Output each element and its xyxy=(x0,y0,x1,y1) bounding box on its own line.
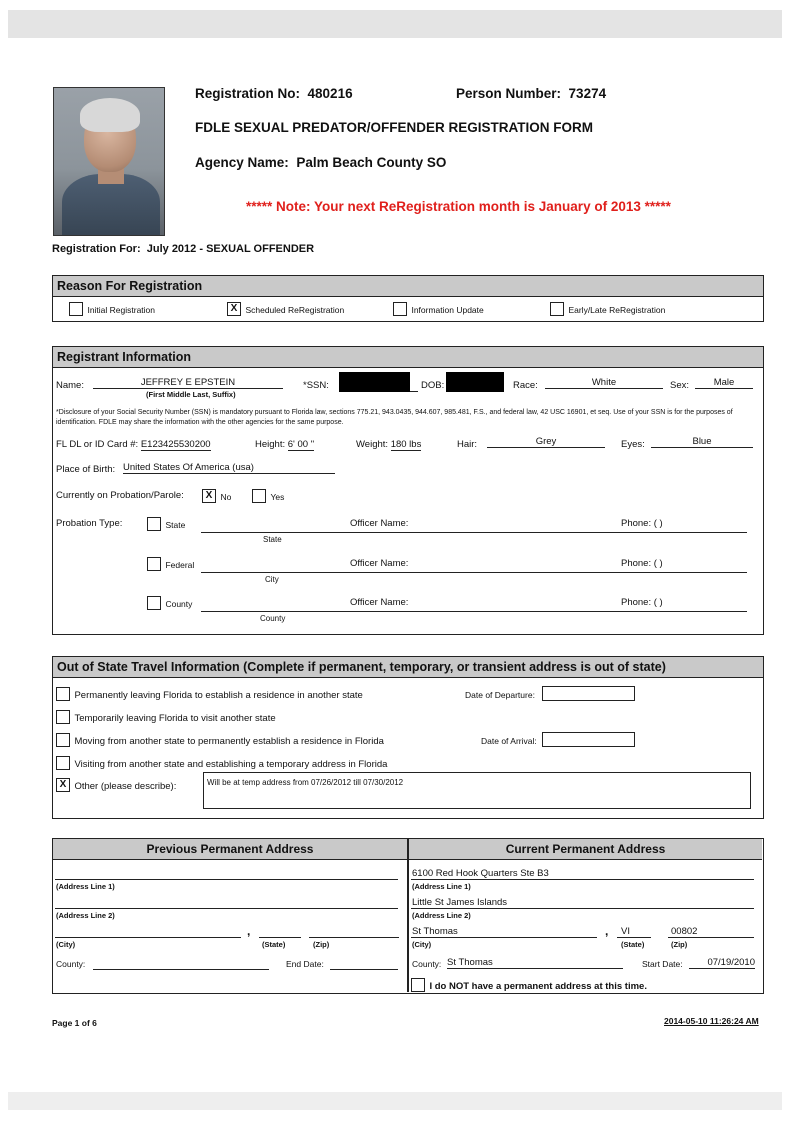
height-value: 6' 00 " xyxy=(287,439,315,450)
reason-option[interactable]: Initial Registration xyxy=(69,300,155,318)
registration-no: Registration No: 480216 xyxy=(195,86,353,101)
prev-address-title: Previous Permanent Address xyxy=(53,839,407,860)
form-title: FDLE SEXUAL PREDATOR/OFFENDER REGISTRATION FORM xyxy=(195,120,594,135)
curr-address-title: Current Permanent Address xyxy=(409,839,762,860)
name-value: JEFFREY E EPSTEIN xyxy=(93,377,283,389)
travel-option[interactable]: Visiting from another state and establishing a temporary address in Florida xyxy=(56,754,387,772)
reason-title: Reason For Registration xyxy=(53,276,763,297)
probation-yes[interactable]: Yes xyxy=(252,487,284,505)
travel-option[interactable]: Moving from another state to permanently establish a residence in Florida xyxy=(56,731,384,749)
hair-value: Grey xyxy=(487,436,605,448)
curr-zip: 00802 xyxy=(671,926,698,937)
probation-type-state[interactable]: State xyxy=(147,515,185,533)
travel-option-other[interactable]: X Other (please describe): xyxy=(56,776,176,794)
probation-type-county[interactable]: County xyxy=(147,594,192,612)
ssn-disclosure: *Disclosure of your Social Security Number (SSN) is mandatory pursuant to Florida law, sections 775.21, 943.0435, 944.607, 985.481, F.S., and federal law, 42 USC 16901, et seq. Use of your SSN is for the purposes of identification. FDLE may share the information with the other agencies for the same purpose. xyxy=(56,409,733,426)
other-description-field[interactable]: Will be at temp address from 07/26/2012 till 07/30/2012 xyxy=(203,772,751,809)
no-permanent-address[interactable]: I do NOT have a permanent address at this time. xyxy=(411,976,647,994)
weight-value: 180 lbs xyxy=(390,439,422,450)
travel-title: Out of State Travel Information (Complete if permanent, temporary, or transient address is out of state) xyxy=(53,657,763,678)
travel-section: Out of State Travel Information (Complete if permanent, temporary, or transient address is out of state) Permanently leaving Florida to establish a residence in another state Temporarily leaving Florida to visit another state Moving from another state to permanently establish a residence in Florida Visiting from another state and establishing a temporary address in Florida X Other (please describe): Date of Departure: Date of Arrival: Will be at temp address from 07/26/2012 till 07/30/2012 xyxy=(52,656,764,819)
agency-name: Agency Name: Palm Beach County SO xyxy=(195,155,447,170)
start-date: 07/19/2010 xyxy=(689,957,755,969)
registrant-section: Registrant Information Name: JEFFREY E EPSTEIN (First Middle Last, Suffix) *SSN: DOB: Race: White Sex: Male *Disclosure of your Social Security Number (SSN) is mandatory pursuant to Florida law, sections 775.21, 943.0435, 944.607, 985.481, F.S., and federal law, 42 USC 16901, et seq. Use of your SSN is for the purposes of identification. FDLE may share the information with the other agencies for the same purpose. FL DL or ID Card #: E123425530200 Height: 6' 00 " Weight: 180 lbs Hair: Grey Eyes: Blue Place of Birth: United States Of America (usa) Currently on Probation/Parole: X No Yes Probation Type: State State Officer Name: Phone: ( ) Federal City Officer Name: Phone: ( ) County County Officer Name: Phone: ( ) xyxy=(52,346,764,635)
ssn-redacted xyxy=(339,372,410,392)
departure-date-field[interactable] xyxy=(542,686,635,701)
curr-city: St Thomas xyxy=(412,926,458,937)
reason-option[interactable]: Early/Late ReRegistration xyxy=(550,300,665,318)
top-scan-bar xyxy=(8,10,782,38)
registrant-title: Registrant Information xyxy=(53,347,763,368)
reason-section xyxy=(52,275,764,322)
travel-option[interactable]: Permanently leaving Florida to establish a residence in another state xyxy=(56,685,363,703)
person-number: Person Number: 73274 xyxy=(456,86,607,101)
print-timestamp: 2014-05-10 11:26:24 AM xyxy=(664,1016,759,1026)
pob-value: United States Of America (usa) xyxy=(123,462,335,474)
address-section: Previous Permanent Address Current Permanent Address (Address Line 1) (Address Line 2) , (City) (State) (Zip) County: End Date: 6100 Red Hook Quarters Ste B3 (Address Line 1) Little St James Islands (Address Line 2) St Thomas , VI 00802 (City) (State) (Zip) County: St Thomas Start Date: 07/19/2010 I do NOT have a permanent address at this time. xyxy=(52,838,764,994)
curr-addr1: 6100 Red Hook Quarters Ste B3 xyxy=(412,868,549,879)
race-value: White xyxy=(545,377,663,389)
curr-county: St Thomas xyxy=(447,957,623,969)
registrant-photo xyxy=(53,87,165,236)
name-hint: (First Middle Last, Suffix) xyxy=(146,390,236,399)
reason-option[interactable]: Information Update xyxy=(393,300,484,318)
dl-value: E123425530200 xyxy=(140,439,211,450)
travel-option[interactable]: Temporarily leaving Florida to visit another state xyxy=(56,708,276,726)
probation-no[interactable]: X No xyxy=(202,487,231,505)
bottom-scan-bar xyxy=(8,1092,782,1110)
eyes-value: Blue xyxy=(651,436,753,448)
registration-for: Registration For: July 2012 - SEXUAL OFFENDER xyxy=(52,243,315,255)
page-number: Page 1 of 6 xyxy=(52,1018,97,1028)
curr-state: VI xyxy=(621,926,630,937)
dob-redacted xyxy=(446,372,504,392)
reason-option[interactable]: X Scheduled ReRegistration xyxy=(227,300,344,318)
curr-addr2: Little St James Islands xyxy=(412,897,508,908)
arrival-date-field[interactable] xyxy=(542,732,635,747)
sex-value: Male xyxy=(695,377,753,389)
reregistration-note: ***** Note: Your next ReRegistration month is January of 2013 ***** xyxy=(246,199,671,214)
probation-type-federal[interactable]: Federal xyxy=(147,555,194,573)
